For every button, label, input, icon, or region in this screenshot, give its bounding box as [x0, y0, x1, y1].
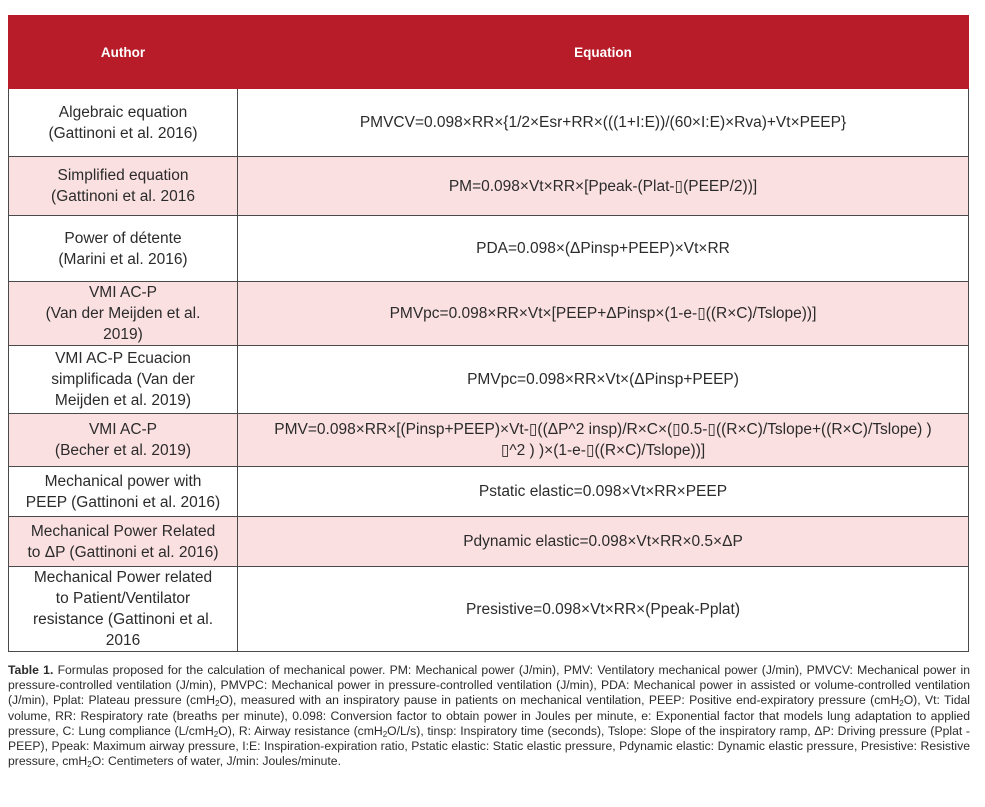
equation-line: PDA=0.098×(ΔPinsp+PEEP)×Vt×RR	[476, 240, 730, 257]
author-cell	[9, 89, 238, 157]
equation-line: Pdynamic elastic=0.098×Vt×RR×0.5×ΔP	[463, 533, 743, 550]
author-cell	[9, 157, 238, 216]
equation-line: PMV=0.098×RR×[(Pinsp+PEEP)×Vt-▯((ΔP^2 insp)/R×C×(▯0.5-▯((R×C)/Tslope+((R×C)/Tslope) )	[274, 421, 932, 438]
author-cell	[9, 567, 238, 652]
equation-line: Presistive=0.098×Vt×RR×(Ppeak-Pplat)	[466, 600, 740, 618]
author-line: (Becher et al. 2019)	[54, 442, 192, 459]
author-line: VMI AC-P	[88, 284, 158, 301]
equation-cell	[238, 414, 969, 467]
header-row	[9, 16, 969, 89]
caption-p10: O: Centimeters of water, J/min: Joules/minute.	[91, 754, 341, 769]
author-line: 2019)	[103, 326, 143, 343]
author-line: resistance (Gattinoni et al.	[32, 611, 214, 628]
caption-sub-5: 2	[213, 729, 219, 739]
equation-cell	[238, 282, 969, 346]
table-row	[9, 216, 969, 282]
author-cell	[9, 467, 238, 517]
caption-p2: O), measured with an inspiratory pause in patients on mechanical ventilation, PEEP: Positive end-expiratory pressure (cmH	[219, 693, 900, 708]
caption-p4: O), Vt: Tidal volume, RR: Respiratory rate (breaths per minute), 0.098: Conversion factor to obtain power in Joules per minute, e: Exponential factor that models lung adaptation to applied pressure, C: Lung compliance (L/cmH	[8, 693, 970, 738]
author-line: Mechanical Power Related	[30, 522, 216, 540]
caption-sub-1: 2	[215, 699, 220, 709]
equation-cell	[238, 216, 969, 282]
caption-p8: O/L/s), tinsp: Inspiratory time (seconds), Tslope: Slope of the inspiratory ramp, ΔP: Driving pressure (Pplat - PEEP), Ppeak: Maximum airway pressure, I:E: Inspiration-expiration ratio, Pstatic elastic: Static elastic pressure, Pdynamic elastic: Dynamic elastic pressure, Presistive: Resistive pressure, cmH	[8, 723, 970, 769]
author-line: Algebraic equation	[58, 103, 188, 121]
author-line: Meijden et al. 2019)	[54, 392, 192, 409]
equation-cell	[238, 467, 969, 517]
author-line: Mechanical power with	[44, 472, 202, 490]
author-line: Simplified equation	[57, 167, 189, 184]
equation-cell	[238, 346, 969, 414]
author-cell	[9, 216, 238, 282]
author-line: Mechanical Power related	[33, 569, 213, 586]
formula-table-container	[8, 15, 969, 652]
author-cell	[9, 346, 238, 414]
equation-line: PM=0.098×Vt×RR×[Ppeak-(Plat-▯(PEEP/2))]	[448, 177, 758, 195]
caption-label: Table 1.	[8, 663, 54, 677]
equation-line: Pstatic elastic=0.098×Vt×RR×PEEP	[478, 483, 728, 500]
author-line: 2016	[105, 632, 141, 649]
table-row	[9, 282, 969, 346]
author-cell	[9, 414, 238, 467]
table-row	[9, 567, 969, 652]
equation-cell	[238, 89, 969, 157]
table-row	[9, 517, 969, 567]
author-line: Power of détente	[64, 229, 182, 247]
table-row	[9, 346, 969, 414]
table-row	[9, 414, 969, 467]
table-body	[9, 89, 969, 652]
author-line: simplificada (Van der	[51, 371, 195, 388]
caption-p6: O), R: Airway resistance (cmH	[218, 723, 383, 738]
equation-line: PMVpc=0.098×RR×Vt×[PEEP+ΔPinsp×(1-e-▯((R×C)/Tslope))]	[389, 305, 817, 322]
author-cell	[9, 282, 238, 346]
author-line: VMI AC-P Ecuacion	[55, 350, 191, 367]
author-line: VMI AC-P	[88, 421, 158, 438]
author-line: (Gattinoni et al. 2016)	[48, 124, 198, 142]
formula-table	[8, 15, 969, 652]
header-equation: Equation	[238, 16, 969, 89]
author-line: to Patient/Ventilator	[55, 590, 191, 607]
author-line: (Van der Meijden et al.	[45, 305, 201, 322]
author-line: (Marini et al. 2016)	[58, 250, 188, 268]
caption-sub-9: 2	[87, 760, 92, 770]
header-author: Author	[9, 16, 238, 89]
author-line: to ΔP (Gattinoni et al. 2016)	[27, 543, 219, 561]
caption-p0: Formulas proposed for the calculation of mechanical power. PM: Mechanical power (J/min), PMV: Ventilatory mechanical power (J/min), PMVCV: Mechanical power in pressure-controlled ventilation (J/min), PMVPC: Mechanical power in pressure-controlled ventilation (J/min), PDA: Mechanical power in assisted or volume-controlled ventilation (J/min), Pplat: Plateau pressure (cmH	[8, 663, 970, 708]
table-row	[9, 89, 969, 157]
author-line: PEEP (Gattinoni et al. 2016)	[25, 493, 221, 511]
equation-line: PMVpc=0.098×RR×Vt×(ΔPinsp+PEEP)	[467, 371, 739, 388]
table-caption	[8, 663, 970, 769]
author-line: (Gattinoni et al. 2016	[51, 188, 195, 205]
equation-cell	[238, 157, 969, 216]
author-cell	[9, 517, 238, 567]
equation-line: PMVCV=0.098×RR×{1/2×Esr+RR×(((1+I:E))/(60×I:E)×Rva)+Vt×PEEP}	[359, 114, 847, 131]
caption-sub-3: 2	[899, 699, 904, 709]
table-row	[9, 467, 969, 517]
equation-line: ▯^2 ) )×(1-e-▯((R×C)/Tslope))]	[500, 442, 706, 459]
table-row	[9, 157, 969, 216]
caption-sub-7: 2	[382, 729, 388, 739]
equation-cell	[238, 517, 969, 567]
equation-cell	[238, 567, 969, 652]
